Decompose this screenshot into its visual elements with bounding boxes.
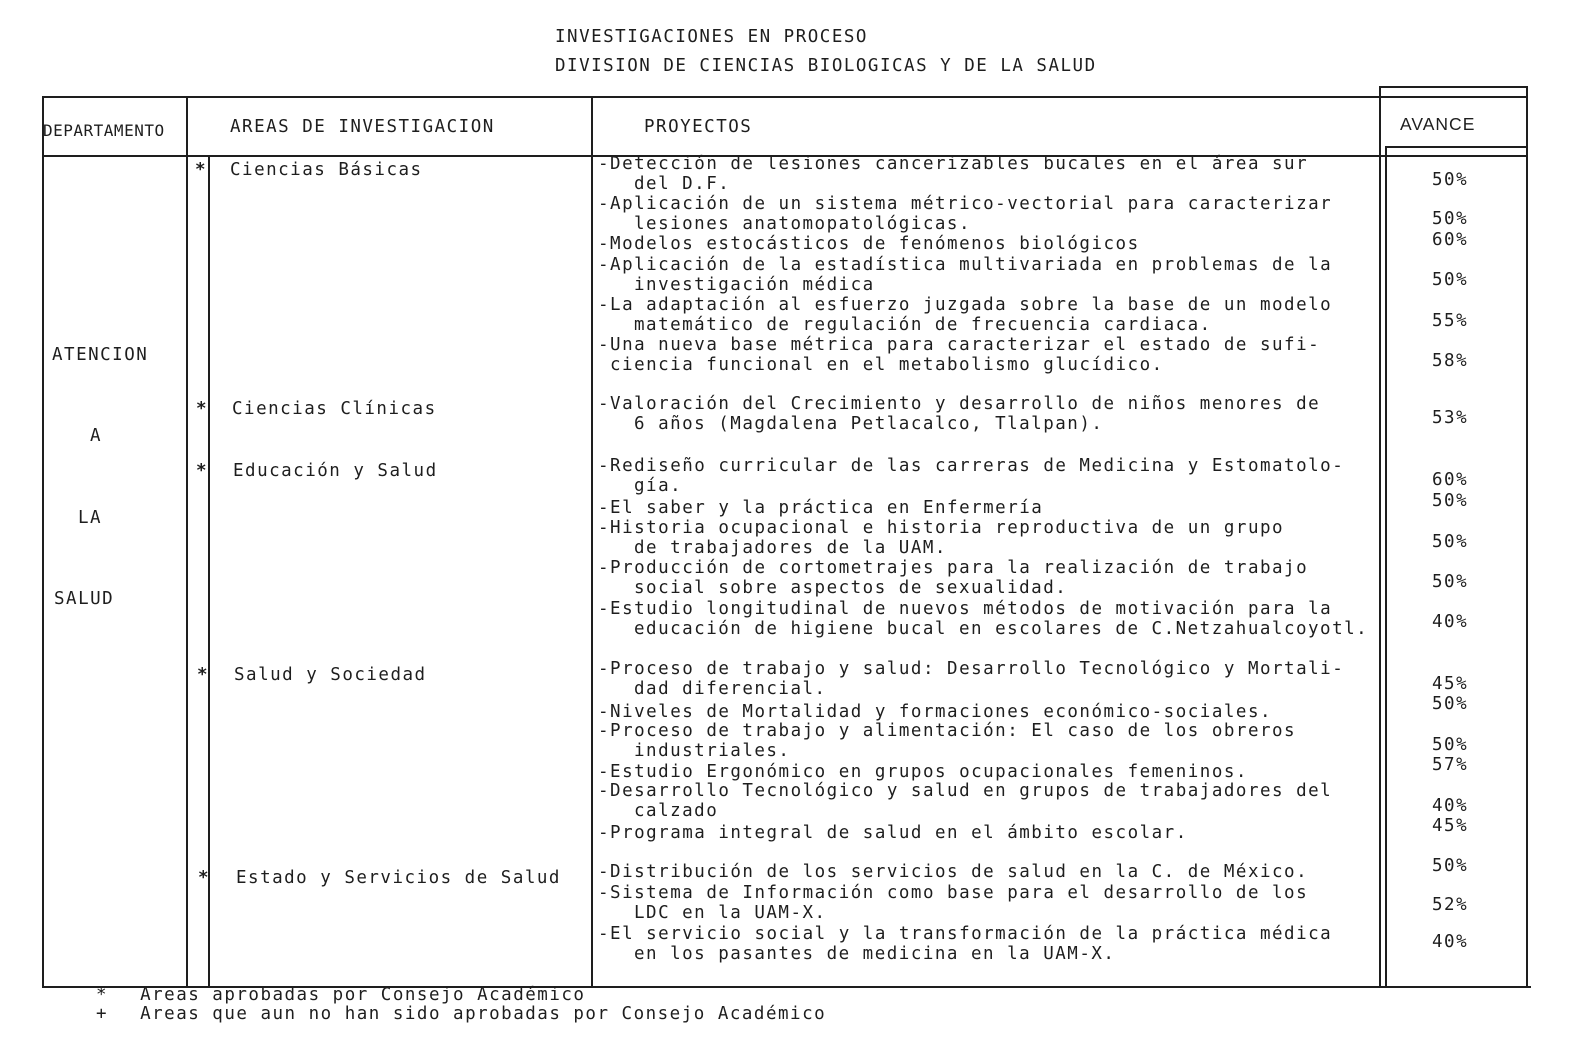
project-entry: [598, 335, 1378, 375]
area-marker: *: [195, 160, 208, 180]
area-name: Ciencias Básicas: [230, 160, 423, 180]
col-divider-avance-inner: [1385, 148, 1387, 988]
avance-value: 40%: [1432, 612, 1469, 632]
project-line: -Estudio Ergonómico en grupos ocupacionales femeninos.: [598, 762, 1248, 782]
avance-value: 40%: [1432, 932, 1469, 952]
footnote: [96, 985, 585, 1005]
project-line: ciencia funcional en el metabolismo glucídico.: [610, 355, 1164, 375]
project-entry: [598, 295, 1378, 335]
project-line: -Aplicación de un sistema métrico-vectorial para caracterizar: [598, 194, 1333, 214]
avance-value: 50%: [1432, 572, 1469, 592]
project-entry: [598, 599, 1378, 639]
avance-value: 60%: [1432, 470, 1469, 490]
project-entry: [598, 255, 1378, 295]
project-line: -Sistema de Información como base para el desarrollo de los: [598, 883, 1309, 903]
project-entry: [598, 862, 1378, 882]
project-line: -El saber y la práctica en Enfermería: [598, 498, 1044, 518]
project-line: 6 años (Magdalena Petlacalco, Tlalpan).: [634, 414, 1104, 434]
project-entry: [598, 702, 1378, 722]
project-line: -La adaptación al esfuerzo juzgada sobre la base de un modelo: [598, 295, 1333, 315]
avance-value: 60%: [1432, 230, 1469, 250]
project-entry: [598, 823, 1378, 843]
avance-top-border: [1379, 86, 1528, 88]
project-line: LDC en la UAM-X.: [634, 903, 827, 923]
project-entry: [598, 498, 1378, 518]
project-line: educación de higiene bucal en escolares de C.Netzahualcoyotl.: [634, 619, 1369, 639]
avance-value: 58%: [1432, 351, 1469, 371]
header-areas: AREAS DE INVESTIGACION: [230, 117, 495, 137]
project-line: calzado: [634, 801, 719, 821]
avance-value: 50%: [1432, 491, 1469, 511]
project-line: de trabajadores de la UAM.: [634, 538, 947, 558]
footnote-text: Areas aprobadas por Consejo Académico: [140, 985, 586, 1005]
area-marker: *: [196, 399, 209, 419]
document-subtitle: DIVISION DE CIENCIAS BIOLOGICAS Y DE LA SALUD: [555, 56, 1097, 76]
project-line: -Distribución de los servicios de salud en la C. de México.: [598, 862, 1309, 882]
project-entry: [598, 721, 1378, 761]
table-left-border: [42, 96, 44, 988]
project-entry: [598, 924, 1378, 964]
project-line: -Producción de cortometrajes para la realización de trabajo: [598, 558, 1309, 578]
footnote-symbol: +: [96, 1004, 109, 1024]
project-line: -Una nueva base métrica para caracterizar el estado de sufi-: [598, 335, 1321, 355]
project-line: social sobre aspectos de sexualidad.: [634, 578, 1068, 598]
project-entry: [598, 234, 1378, 254]
project-line: matemático de regulación de frecuencia cardiaca.: [634, 315, 1212, 335]
project-line: dad diferencial.: [634, 679, 827, 699]
project-entry: [598, 154, 1378, 194]
col-divider-proyectos: [1379, 86, 1381, 988]
project-entry: [598, 883, 1378, 923]
avance-value: 57%: [1432, 755, 1469, 775]
avance-value: 50%: [1432, 270, 1469, 290]
avance-value: 45%: [1432, 816, 1469, 836]
document-title: INVESTIGACIONES EN PROCESO: [555, 27, 868, 47]
area-marker: *: [197, 665, 210, 685]
project-line: gía.: [634, 476, 683, 496]
project-line: -Aplicación de la estadística multivariada en problemas de la: [598, 255, 1333, 275]
project-line: -Desarrollo Tecnológico y salud en grupos de trabajadores del: [598, 781, 1333, 801]
footnote: [96, 1004, 826, 1024]
project-line: investigación médica: [634, 275, 875, 295]
avance-value: 50%: [1432, 209, 1469, 229]
footnote-text: Areas que aun no han sido aprobadas por Consejo Académico: [140, 1004, 827, 1024]
project-line: en los pasantes de medicina en la UAM-X.: [634, 944, 1116, 964]
col-divider-marker: [208, 157, 210, 988]
department-word: A: [90, 426, 103, 446]
project-line: -Valoración del Crecimiento y desarrollo de niños menores de: [598, 394, 1321, 414]
department-word: LA: [78, 508, 103, 528]
avance-value: 50%: [1432, 170, 1469, 190]
project-line: -Proceso de trabajo y alimentación: El caso de los obreros: [598, 721, 1297, 741]
department-word: ATENCION: [52, 345, 149, 365]
project-line: -Historia ocupacional e historia reproductiva de un grupo: [598, 518, 1285, 538]
avance-value: 53%: [1432, 408, 1469, 428]
avance-value: 50%: [1432, 694, 1469, 714]
avance-value: 45%: [1432, 674, 1469, 694]
project-entry: [598, 558, 1378, 598]
avance-value: 52%: [1432, 895, 1469, 915]
project-line: -Estudio longitudinal de nuevos métodos de motivación para la: [598, 599, 1333, 619]
area-name: Salud y Sociedad: [234, 665, 427, 685]
project-entry: [598, 762, 1378, 782]
project-line: -Niveles de Mortalidad y formaciones económico-sociales.: [598, 702, 1273, 722]
project-line: -Proceso de trabajo y salud: Desarrollo Tecnológico y Mortali-: [598, 659, 1345, 679]
avance-value: 55%: [1432, 311, 1469, 331]
col-divider-areas: [591, 96, 593, 988]
area-name: Ciencias Clínicas: [232, 399, 437, 419]
footnote-symbol: *: [96, 985, 109, 1005]
project-line: -Programa integral de salud en el ámbito escolar.: [598, 823, 1188, 843]
project-line: -Rediseño curricular de las carreras de Medicina y Estomatolo-: [598, 456, 1345, 476]
avance-value: 50%: [1432, 856, 1469, 876]
avance-value: 50%: [1432, 735, 1469, 755]
area-name: Estado y Servicios de Salud: [236, 868, 561, 888]
project-entry: [598, 781, 1378, 821]
header-avance: AVANCE: [1400, 114, 1476, 134]
project-line: -El servicio social y la transformación de la práctica médica: [598, 924, 1333, 944]
col-divider-dept: [186, 96, 188, 988]
header-proyectos: PROYECTOS: [644, 117, 753, 137]
project-entry: [598, 518, 1378, 558]
table-top-border: [42, 96, 1528, 98]
project-line: lesiones anatomopatológicas.: [634, 214, 972, 234]
area-marker: *: [198, 868, 211, 888]
project-entry: [598, 394, 1378, 434]
header-departamento: DEPARTAMENTO: [43, 121, 165, 140]
avance-header-border: [1385, 146, 1528, 148]
project-entry: [598, 456, 1378, 496]
area-marker: *: [196, 461, 209, 481]
area-name: Educación y Salud: [233, 461, 438, 481]
project-line: industriales.: [634, 741, 791, 761]
project-entry: [598, 659, 1378, 699]
project-line: -Modelos estocásticos de fenómenos biológicos: [598, 234, 1140, 254]
department-word: SALUD: [54, 589, 115, 609]
avance-value: 50%: [1432, 532, 1469, 552]
avance-value: 40%: [1432, 796, 1469, 816]
project-line: -Detección de lesiones cancerizables bucales en el área sur: [598, 154, 1309, 174]
table-right-border: [1526, 86, 1528, 988]
project-entry: [598, 194, 1378, 234]
project-line: del D.F.: [634, 174, 731, 194]
